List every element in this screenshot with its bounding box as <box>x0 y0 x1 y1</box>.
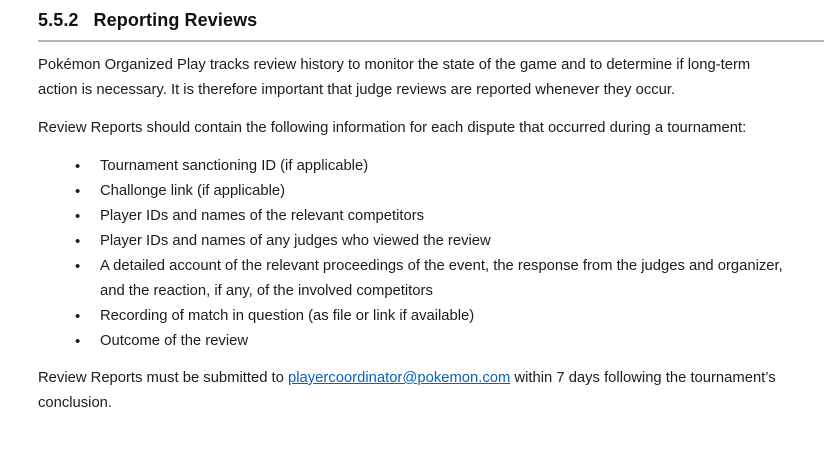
list-item: • Outcome of the review <box>100 329 792 354</box>
section-number: 5.5.2 <box>38 10 79 30</box>
list-item: • Challonge link (if applicable) <box>100 179 792 204</box>
email-link[interactable]: playercoordinator@pokemon.com <box>288 370 511 386</box>
section-heading <box>38 10 792 31</box>
list-item: • Player IDs and names of the relevant competitors <box>100 204 792 229</box>
list-item: • Tournament sanctioning ID (if applicable) <box>100 154 792 179</box>
paragraph-closing <box>38 366 792 416</box>
closing-suffix: within 7 days following the tournament’s conclusion. <box>38 370 776 411</box>
section-title: Reporting Reviews <box>93 10 258 30</box>
paragraph-list-intro: Review Reports should contain the following information for each dispute that occurred during a tournament: <box>38 120 747 136</box>
bullet-list <box>38 154 792 354</box>
list-item: • Recording of match in question (as file or link if available) <box>100 304 792 329</box>
paragraph-intro: Pokémon Organized Play tracks review history to monitor the state of the game and to determine if long-term action is necessary. It is therefore important that judge reviews are reported whenever they occur. <box>38 57 751 98</box>
closing-prefix: Review Reports must be submitted to <box>38 370 289 386</box>
list-item: • Player IDs and names of any judges who viewed the review <box>100 229 792 254</box>
heading-divider <box>38 40 824 42</box>
list-item: • A detailed account of the relevant proceedings of the event, the response from the judges and organizer, and the reaction, if any, of the involved competitors <box>100 254 792 304</box>
